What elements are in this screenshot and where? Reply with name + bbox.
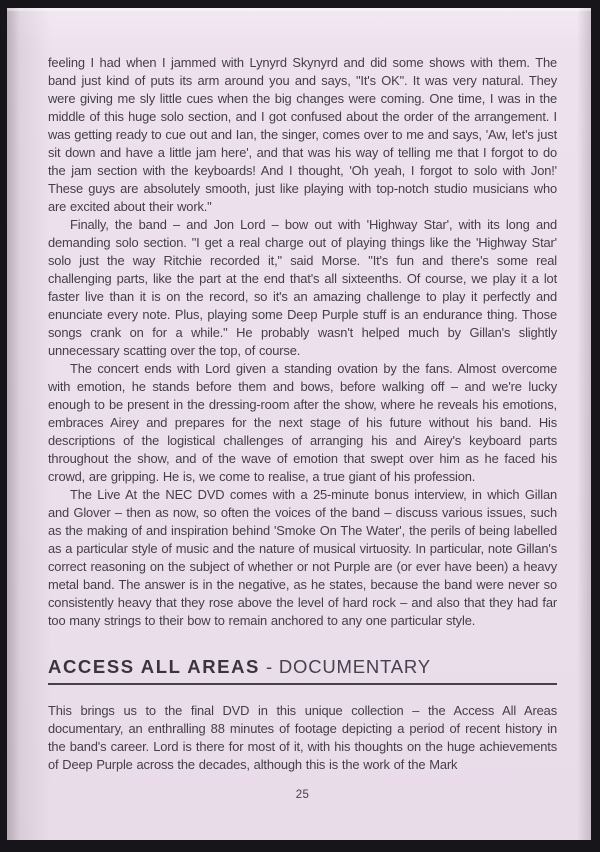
- section-heading-title: ACCESS ALL AREAS: [48, 656, 260, 677]
- body-paragraph: feeling I had when I jammed with Lynyrd Skynyrd and did some shows with them. The band just kind of puts its arm around you and says, "It's OK". It was very natural. They were giving me sly little cues when the big changes were coming. One time, I was in the middle of this huge solo section, and I got confused about the order of the arrangement. I was getting ready to cue out and Ian, the singer, comes over to me and says, 'Aw, let's just sit down and have a little jam here', and that was his way of telling me that I forgot to do the jam section with the keyboards! And I thought, 'Oh yeah, I forgot to solo with Jon!' These guys are absolutely smooth, just like playing with top-notch studio musicians who are excited about their work.": [48, 55, 557, 214]
- page-content: [48, 54, 557, 801]
- body-paragraph: Finally, the band – and Jon Lord – bow out with 'Highway Star', with its long and demanding solo section. "I get a real charge out of playing things like the 'Highway Star' solo just the way Ritchie recorded it," said Morse. "It's fun and there's some real challenging parts, like the part at the end that's all sixteenths. Of course, we play it a lot faster live than it is on the record, so it's an amazing challenge to play it perfectly and enunciate every note. Plus, playing some Deep Purple stuff is an endurance thing. Those songs crank on for a while." He probably wasn't helped much by Gillan's slightly unnecessary scatting over the top, of course.: [48, 217, 557, 358]
- book-page-paper: [7, 8, 591, 840]
- page-number: 25: [295, 789, 310, 801]
- body-paragraph: The Live At the NEC DVD comes with a 25-minute bonus interview, in which Gillan and Glover – then as now, so often the voices of the band – discuss various issues, such as the making of and inspiration behind 'Smoke On The Water', the perils of being labelled as a particular style of music and the nature of musical virtuosity. In particular, note Gillan's correct reasoning on the subject of whether or not Purple are (or ever have been) a heavy metal band. The answer is in the negative, as he states, because the band were never so consistently heavy that they rose above the level of hard rock – and also that they had far too many strings to their bow to remain anchored to any one particular style.: [48, 487, 557, 628]
- section-heading-subtitle: DOCUMENTARY: [278, 656, 431, 677]
- section-heading-separator: -: [260, 656, 279, 677]
- body-paragraph: This brings us to the final DVD in this unique collection – the Access All Areas documentary, an enthralling 88 minutes of footage depicting a period of recent history in the band's career. Lord is there for most of it, with his thoughts on the huge achievements of Deep Purple across the decades, although this is the work of the Mark: [48, 703, 557, 772]
- heading-underline-rule: [48, 683, 557, 685]
- body-paragraph: The concert ends with Lord given a standing ovation by the fans. Almost overcome with emotion, he stands before them and bows, before walking off – and we're lucky enough to be present in the dressing-room after the show, where he reveals his emotions, embraces Airey and prepares for the next stage of his future without his band. His descriptions of the logistical challenges of arranging his and Airey's keyboard parts throughout the show, and of the wave of emotion that swept over him as he faced his crowd, are gripping. He is, we come to realise, a true giant of his profession.: [48, 361, 557, 484]
- article-body: [48, 54, 557, 630]
- section-heading: [48, 656, 557, 678]
